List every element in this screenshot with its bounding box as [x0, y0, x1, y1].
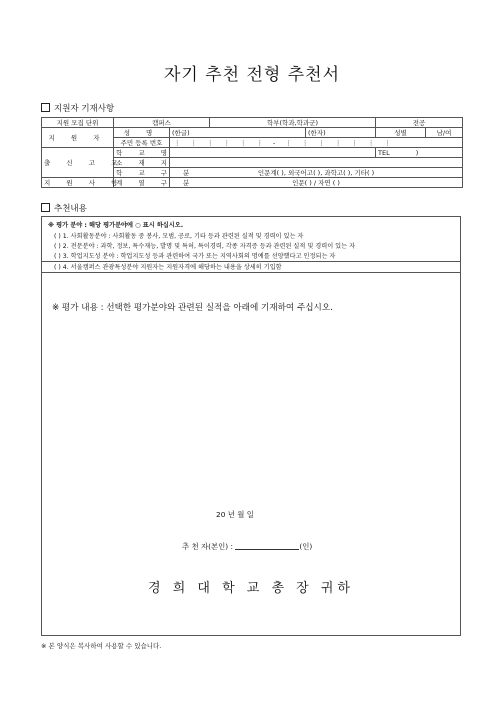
evaluation-area-box — [42, 217, 460, 262]
area-option-4[interactable]: ( ) 4. 서울캠퍼스 관광특성분야 지원자는 지원자격에 해당하는 내용을 상세히 기입함 — [54, 264, 282, 271]
school-type-label: 학 교 구 분 — [114, 168, 170, 178]
president-addressee: 경 희 대 학 교 총 장 귀하 — [148, 581, 354, 596]
campus-field[interactable]: 캠퍼스 — [114, 118, 210, 128]
checkbox-icon — [41, 103, 50, 112]
page-title: 자기 추천 전형 추천서 — [163, 65, 340, 85]
recommender-suffix: (인) — [299, 542, 313, 551]
area-header: ※ 평가 분야 : 해당 평가분야에 ○ 표시 하십시오. — [48, 222, 184, 229]
applicant-label: 지 원 자 — [42, 128, 114, 148]
tel-close: ) — [415, 148, 419, 157]
recommendation-box — [41, 216, 461, 636]
apply-items-label: 지 원 사 항 — [42, 178, 114, 188]
footnote: ※ 본 양식은 복사하여 사용할 수 있습니다. — [41, 642, 162, 650]
tel-label: TEL — [378, 148, 390, 157]
school-name-field[interactable] — [170, 148, 376, 158]
applicant-info-table — [41, 117, 463, 188]
track-label: 계 열 구 분 — [114, 178, 170, 188]
track-field[interactable]: 인문( ) / 자연 ( ) — [170, 178, 463, 188]
major-field[interactable]: 전공 — [376, 118, 463, 128]
dept-field[interactable]: 학부(학과,학과군) — [210, 118, 376, 128]
date-line[interactable]: 20 년 월 일 — [216, 510, 254, 519]
name-kor-field[interactable]: (한글) — [170, 128, 306, 138]
name-label: 성 명 — [114, 128, 170, 138]
school-type-field[interactable]: 인문계( ), 외국어고( ), 과학고( ), 기타( ) — [170, 168, 463, 178]
tel-field[interactable] — [376, 148, 463, 158]
signature-blank[interactable] — [235, 541, 299, 550]
gender-field[interactable]: 남/여 — [426, 128, 463, 138]
section-label: 지원자 기재사항 — [54, 104, 115, 114]
name-hanja-field[interactable]: (한자) — [306, 128, 376, 138]
gender-label: 성별 — [376, 128, 426, 138]
area-option-3[interactable]: ( ) 3. 학업지도성 분야 : 학업지도성 등과 관련하여 국가 또는 지역사회의 명예를 선양했다고 인정되는 자 — [54, 253, 336, 260]
school-group-label: 출 신 고 교 — [42, 148, 114, 178]
area-option-1[interactable]: ( ) 1. 사회활동분야 : 사회활동 중 봉사, 모범, 공로, 기타 등과 관련된 실적 및 경력이 있는 자 — [54, 233, 304, 240]
divider — [42, 272, 460, 273]
evaluation-instruction: ※ 평가 내용 : 선택한 평가분야와 관련된 실적을 아래에 기재하여 주십시오. — [52, 303, 333, 313]
school-name-label: 학 교 명 — [114, 148, 170, 158]
address-field[interactable] — [170, 158, 463, 168]
id-label: 주민 등록 번호 — [114, 138, 170, 148]
unit-label: 지원 모집 단위 — [42, 118, 114, 128]
recommender-label: 추 천 자(본인) : — [182, 542, 234, 551]
section-applicant-heading — [41, 102, 114, 114]
section-recommend-heading — [41, 202, 87, 214]
id-dash: - — [273, 138, 286, 147]
area-option-2[interactable]: ( ) 2. 전문분야 : 과학, 정보, 특수재능, 발명 및 특허, 특이경력, 각종 자격증 등과 관련된 실적 및 경력이 있는 자 — [54, 243, 356, 250]
section-label: 추천내용 — [54, 204, 87, 214]
id-field[interactable]: ⋮⋮⋮⋮⋮⋮-⋮⋮⋮⋮⋮⋮⋮ — [170, 138, 463, 148]
address-label: 소 재 지 — [114, 158, 170, 168]
recommender-line[interactable] — [182, 541, 312, 552]
checkbox-icon — [41, 203, 50, 212]
